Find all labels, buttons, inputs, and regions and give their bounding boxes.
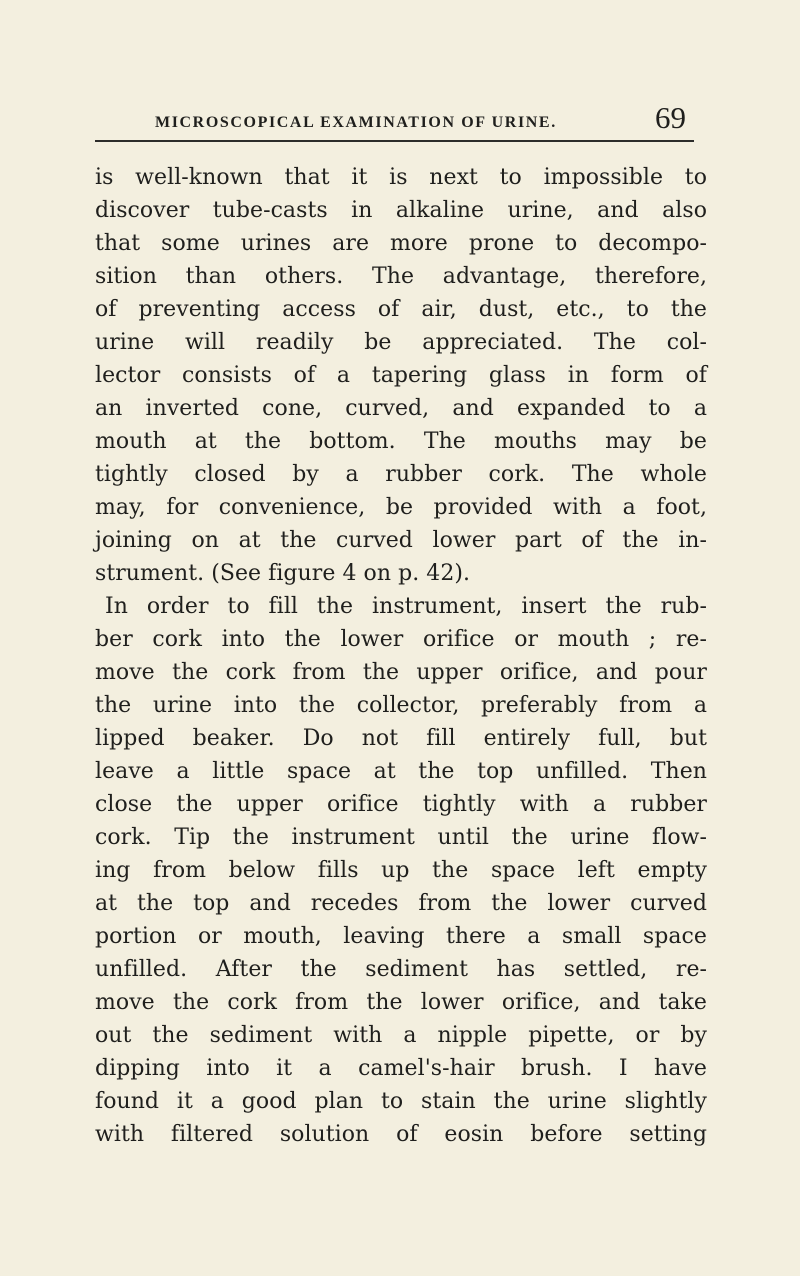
text-line: is well-known that it is next to impossible to <box>95 165 707 190</box>
text-line: joining on at the curved lower part of the in- <box>95 528 707 553</box>
text-line: may, for convenience, be provided with a foot, <box>95 495 707 520</box>
text-line: sition than others. The advantage, therefore, <box>95 264 707 289</box>
text-line: ber cork into the lower orifice or mouth ; re- <box>95 627 707 652</box>
text-line: unfilled. After the sediment has settled, re- <box>95 957 707 982</box>
text-line: at the top and recedes from the lower curved <box>95 891 707 916</box>
text-line: close the upper orifice tightly with a rubber <box>95 792 707 817</box>
text-line: lector consists of a tapering glass in form of <box>95 363 707 388</box>
text-line: strument. (See figure 4 on p. 42). <box>95 561 471 586</box>
page-number: 69 <box>655 100 686 135</box>
paragraph-start-line: In order to fill the instrument, insert the rub- <box>105 594 707 619</box>
text-line: portion or mouth, leaving there a small space <box>95 924 707 949</box>
text-line: ing from below fills up the space left empty <box>95 858 707 883</box>
body-text <box>95 161 707 1151</box>
text-line: lipped beaker. Do not fill entirely full, but <box>95 726 707 751</box>
text-line: an inverted cone, curved, and expanded to a <box>95 396 707 421</box>
running-head <box>130 100 692 140</box>
text-line: cork. Tip the instrument until the urine flow- <box>95 825 707 850</box>
text-line: with filtered solution of eosin before setting <box>95 1122 707 1147</box>
text-line: move the cork from the upper orifice, and pour <box>95 660 707 685</box>
text-line: move the cork from the lower orifice, and take <box>95 990 707 1015</box>
text-line: discover tube-casts in alkaline urine, and also <box>95 198 707 223</box>
text-line: mouth at the bottom. The mouths may be <box>95 429 707 454</box>
text-line: leave a little space at the top unfilled. Then <box>95 759 707 784</box>
text-line: the urine into the collector, preferably from a <box>95 693 707 718</box>
text-line: dipping into it a camel's-hair brush. I have <box>95 1056 707 1081</box>
text-line: that some urines are more prone to decompo- <box>95 231 707 256</box>
text-line: urine will readily be appreciated. The col- <box>95 330 707 355</box>
text-line: tightly closed by a rubber cork. The whole <box>95 462 707 487</box>
text-line: found it a good plan to stain the urine slightly <box>95 1089 707 1114</box>
header-rule <box>95 140 694 142</box>
text-line: out the sediment with a nipple pipette, or by <box>95 1023 707 1048</box>
text-line: of preventing access of air, dust, etc., to the <box>95 297 707 322</box>
running-title: MICROSCOPICAL EXAMINATION OF URINE. <box>155 114 557 131</box>
